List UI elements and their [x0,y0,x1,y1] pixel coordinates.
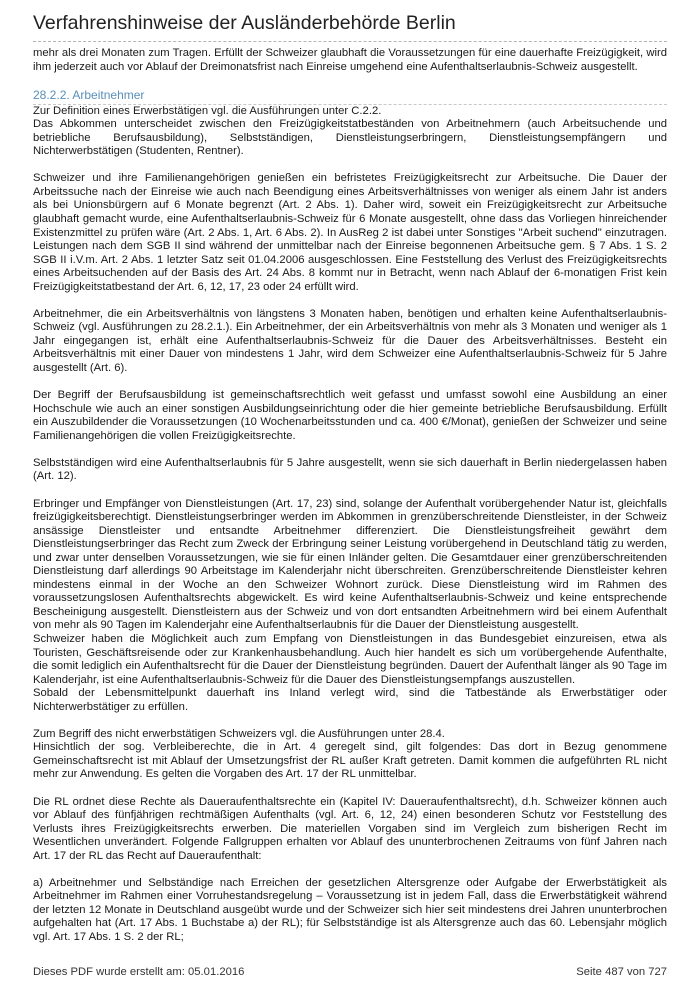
paragraph-definition: Zur Definition eines Erwerbstätigen vgl. die Ausführungen unter C.2.2. [33,104,382,117]
paragraph-dienstleistungen: Erbringer und Empfänger von Dienstleistungen (Art. 17, 23) sind, solange der Aufenthalt vorübergehender Natur ist, gleichfalls freizügigkeitsberechtigt. Dienstleistungserbringer werden im Abkommen in grenzüberschreitende Dienstleister, in der Schweiz ansässige Dienstleister und entsandte Arbeitnehmer differenziert. Die Dienstleistungsfreiheit gewährt dem Dienstleistungserbringer das Recht zum Zweck der Erbringung seiner Leistung vorübergehend in Deutschland tätig zu werden, und zwar unter denselben Voraussetzungen, wie sie für einen Inländer gelten. Die Gesamtdauer einer grenzüberschreitenden Dienstleistung darf allerdings 90 Arbeitstage im Kalenderjahr nicht überschreiten. Grenzüberschreitende Dienstleister kehren mindestens einmal in der Woche an den Schweizer Wohnort zurück. Diese Dienstleistung wird im Rahmen des voraussetzungslosen Aufenthaltsrechts abgewickelt. Es wird keine Aufenthaltserlaubnis-Schweiz und keine entsprechende Bescheinigung ausgestellt. Dienstleistern aus der Schweiz und von dort entsandten Arbeitnehmern wird bei einem Aufenthalt von mehr als 90 Tagen im Kalenderjahr eine Aufenthaltserlaubnis für die Dauer der Dienstleistung ausgestellt. [33,497,667,632]
paragraph-continuation: mehr als drei Monaten zum Tragen. Erfüllt der Schweizer glaubhaft die Voraussetzungen für eine dauerhafte Freizügigkeit, wird ihm jederzeit auch vor Ablauf der Dreimonatsfrist nach Einreise umgehend eine Aufenthaltserlaubnis-Schweiz ausgestellt. [33,47,667,73]
paragraph-lebensmittelpunkt: Sobald der Lebensmittelpunkt dauerhaft ins Inland verlegt wird, sind die Tatbestände als Erwerbstätiger oder Nichterwerbstätiger zu erfüllen. [33,687,667,713]
paragraph-arbeitnehmer: Arbeitnehmer, die ein Arbeitsverhältnis von längstens 3 Monaten haben, benötigen und erhalten keine Aufenthaltserlaubnis-Schweiz (vgl. Ausführungen zu 28.2.1.). Ein Arbeitnehmer, der ein Arbeitsverhältnis von mehr als 3 Monaten und weniger als 1 Jahr eingegangen ist, erhält eine Aufenthaltserlaubnis-Schweiz für die Dauer des Arbeitsverhältnisses. Besteht ein Arbeitsverhältnis mit einer Dauer von mindestens 1 Jahr, wird dem Schweizer eine Aufenthaltserlaubnis-Schweiz für 5 Jahre ausgestellt (Art. 6). [33,307,667,375]
document-page [33,10,667,958]
paragraph-daueraufenthalt: Die RL ordnet diese Rechte als Daueraufenthaltsrechte ein (Kapitel IV: Daueraufenthaltsrecht), d.h. Schweizer können auch vor Ablauf des fünfjährigen rechtmäßigen Aufenthalts (vgl. Art. 6, 12, 24) einen besonderen Schutz vor Feststellung des Verlusts ihres Freizügigkeitsrechts erwerben. Die materiellen Vorgaben sind im Vergleich zum bisherigen Recht im Wesentlichen unverändert. Folgende Fallgruppen erhalten vor Ablauf des ununterbrochenen Zeitraums von fünf Jahren nach Art. 17 der RL das Recht auf Daueraufenthalt: [33,795,667,862]
document-body [33,47,667,945]
section-heading: 28.2.2. Arbeitnehmer [33,88,667,105]
paragraph-berufsausbildung: Der Begriff der Berufsausbildung ist gemeinschaftsrechtlich weit gefasst und umfasst sowohl eine Ausbildung an einer Hochschule wie auch an einer sonstigen Ausbildungseinrichtung oder die hier gemeinte betriebliche Berufsausbildung. Erfüllt ein Auszubildender die Voraussetzungen (10 Wochenarbeitsstunden und ca. 400 €/Monat), genießen der Schweizer und seine Familienangehörigen die vollen Freizügigkeitsrechte. [33,389,667,442]
document-title: Verfahrenshinweise der Ausländerbehörde Berlin [33,10,667,42]
paragraph-verbleiberechte: Hinsichtlich der sog. Verbleiberechte, die in Art. 4 geregelt sind, gilt folgendes: Das dort in Bezug genommene Gemeinschaftsrecht ist mit Ablauf der Umsetzungsfrist der RL außer Kraft getreten. Damit kommen die aufgeführten RL nicht mehr zur Anwendung. Es gelten die Vorgaben des Art. 17 der RL unmittelbar. [33,741,667,781]
paragraph-dienstleistungsempfang: Schweizer haben die Möglichkeit auch zum Empfang von Dienstleistungen in das Bundesgebiet einzureisen, etwa als Touristen, Geschäftsreisende oder zur Krankenhausbehandlung. Auch hier handelt es sich um vorübergehende Aufenthalte, die somit lediglich ein Aufenthaltsrecht für die Dauer der Dienstleistung begründen. Dauert der Aufenthalt länger als 90 Tage im Kalenderjahr, ist eine Aufenthaltserlaubnis-Schweiz für die Dauer des Dienstleistungsempfangs auszustellen. [33,632,667,686]
paragraph-fallgruppe-a: a) Arbeitnehmer und Selbständige nach Erreichen der gesetzlichen Altersgrenze oder Aufgabe der Erwerbstätigkeit als Arbeitnehmer im Rahmen einer Vorruhestandsregelung – Voraussetzung ist in jedem Fall, dass die Erwerbstätigkeit während der letzten 12 Monate in Deutschland ausgeübt wurde und der Schweizer sich hier seit mindestens drei Jahren ununterbrochen aufgehalten hat (Art. 17 Abs. 1 Buchstabe a) der RL); für Selbstständige ist als Altersgrenze auch das 60. Lebensjahr möglich vgl. Art. 17 Abs. 1 S. 2 der RL; [33,876,667,943]
footer-created-date: Dieses PDF wurde erstellt am: 05.01.2016 [33,966,245,978]
paragraph-arbeitsuche: Schweizer und ihre Familienangehörigen genießen ein befristetes Freizügigkeitsrecht zur Arbeitsuche. Die Dauer der Arbeitssuche nach der Einreise wie auch nach Beendigung eines Arbeitsverhältnisses von weniger als einem Jahr ist anders als bei Unionsbürgern auf 6 Monate begrenzt (Art. 2 Abs. 1). Daher wird, soweit ein Freizügigkeitsrecht zur Arbeitsuche glaubhaft gemacht wurde, eine Aufenthaltserlaubnis-Schweiz für 6 Monate ausgestellt, ohne dass das Vorliegen hinreichender Existenzmittel zu prüfen wäre (Art. 2 Abs. 1, Art. 6 Abs. 2). In AusReg 2 ist dabei unter Sonstiges "Arbeit suchend" einzutragen. Leistungen nach dem SGB II sind während der unmittelbar nach der Einreise begonnenen Arbeitsuche gem. § 7 Abs. 1 S. 2 SGB II i.V.m. Art. 2 Abs. 1 letzter Satz seit 01.04.2006 ausgeschlossen. Eine Feststellung des Verlust des Freizügigkeitsrechts eines Arbeitsuchenden auf der Basis des Art. 24 Abs. 8 kommt nur in Betracht, wenn nach Ablauf der 6-monatigen Frist kein Freizügigkeitstatbestand der Art. 6, 12, 17, 23 oder 24 erfüllt wird. [33,172,667,293]
paragraph-nichterwerbstaetige: Zum Begriff des nicht erwerbstätigen Schweizers vgl. die Ausführungen unter 28.4. [33,727,445,740]
paragraph-selbststaendige: Selbstständigen wird eine Aufenthaltserlaubnis für 5 Jahre ausgestellt, wenn sie sich dauerhaft in Berlin niedergelassen haben (Art. 12). [33,456,667,483]
paragraph-abkommen: Das Abkommen unterscheidet zwischen den Freizügigkeitstatbeständen von Arbeitnehmern (auch Arbeitsuchende und betriebliche Berufsausbildung), Selbstständigen, Dienstleistungserbringern, Dienstleistungsempfängern und Nichterwerbstätigen (Studenten, Rentner). [33,118,667,158]
footer-page-number: Seite 487 von 727 [576,966,667,978]
